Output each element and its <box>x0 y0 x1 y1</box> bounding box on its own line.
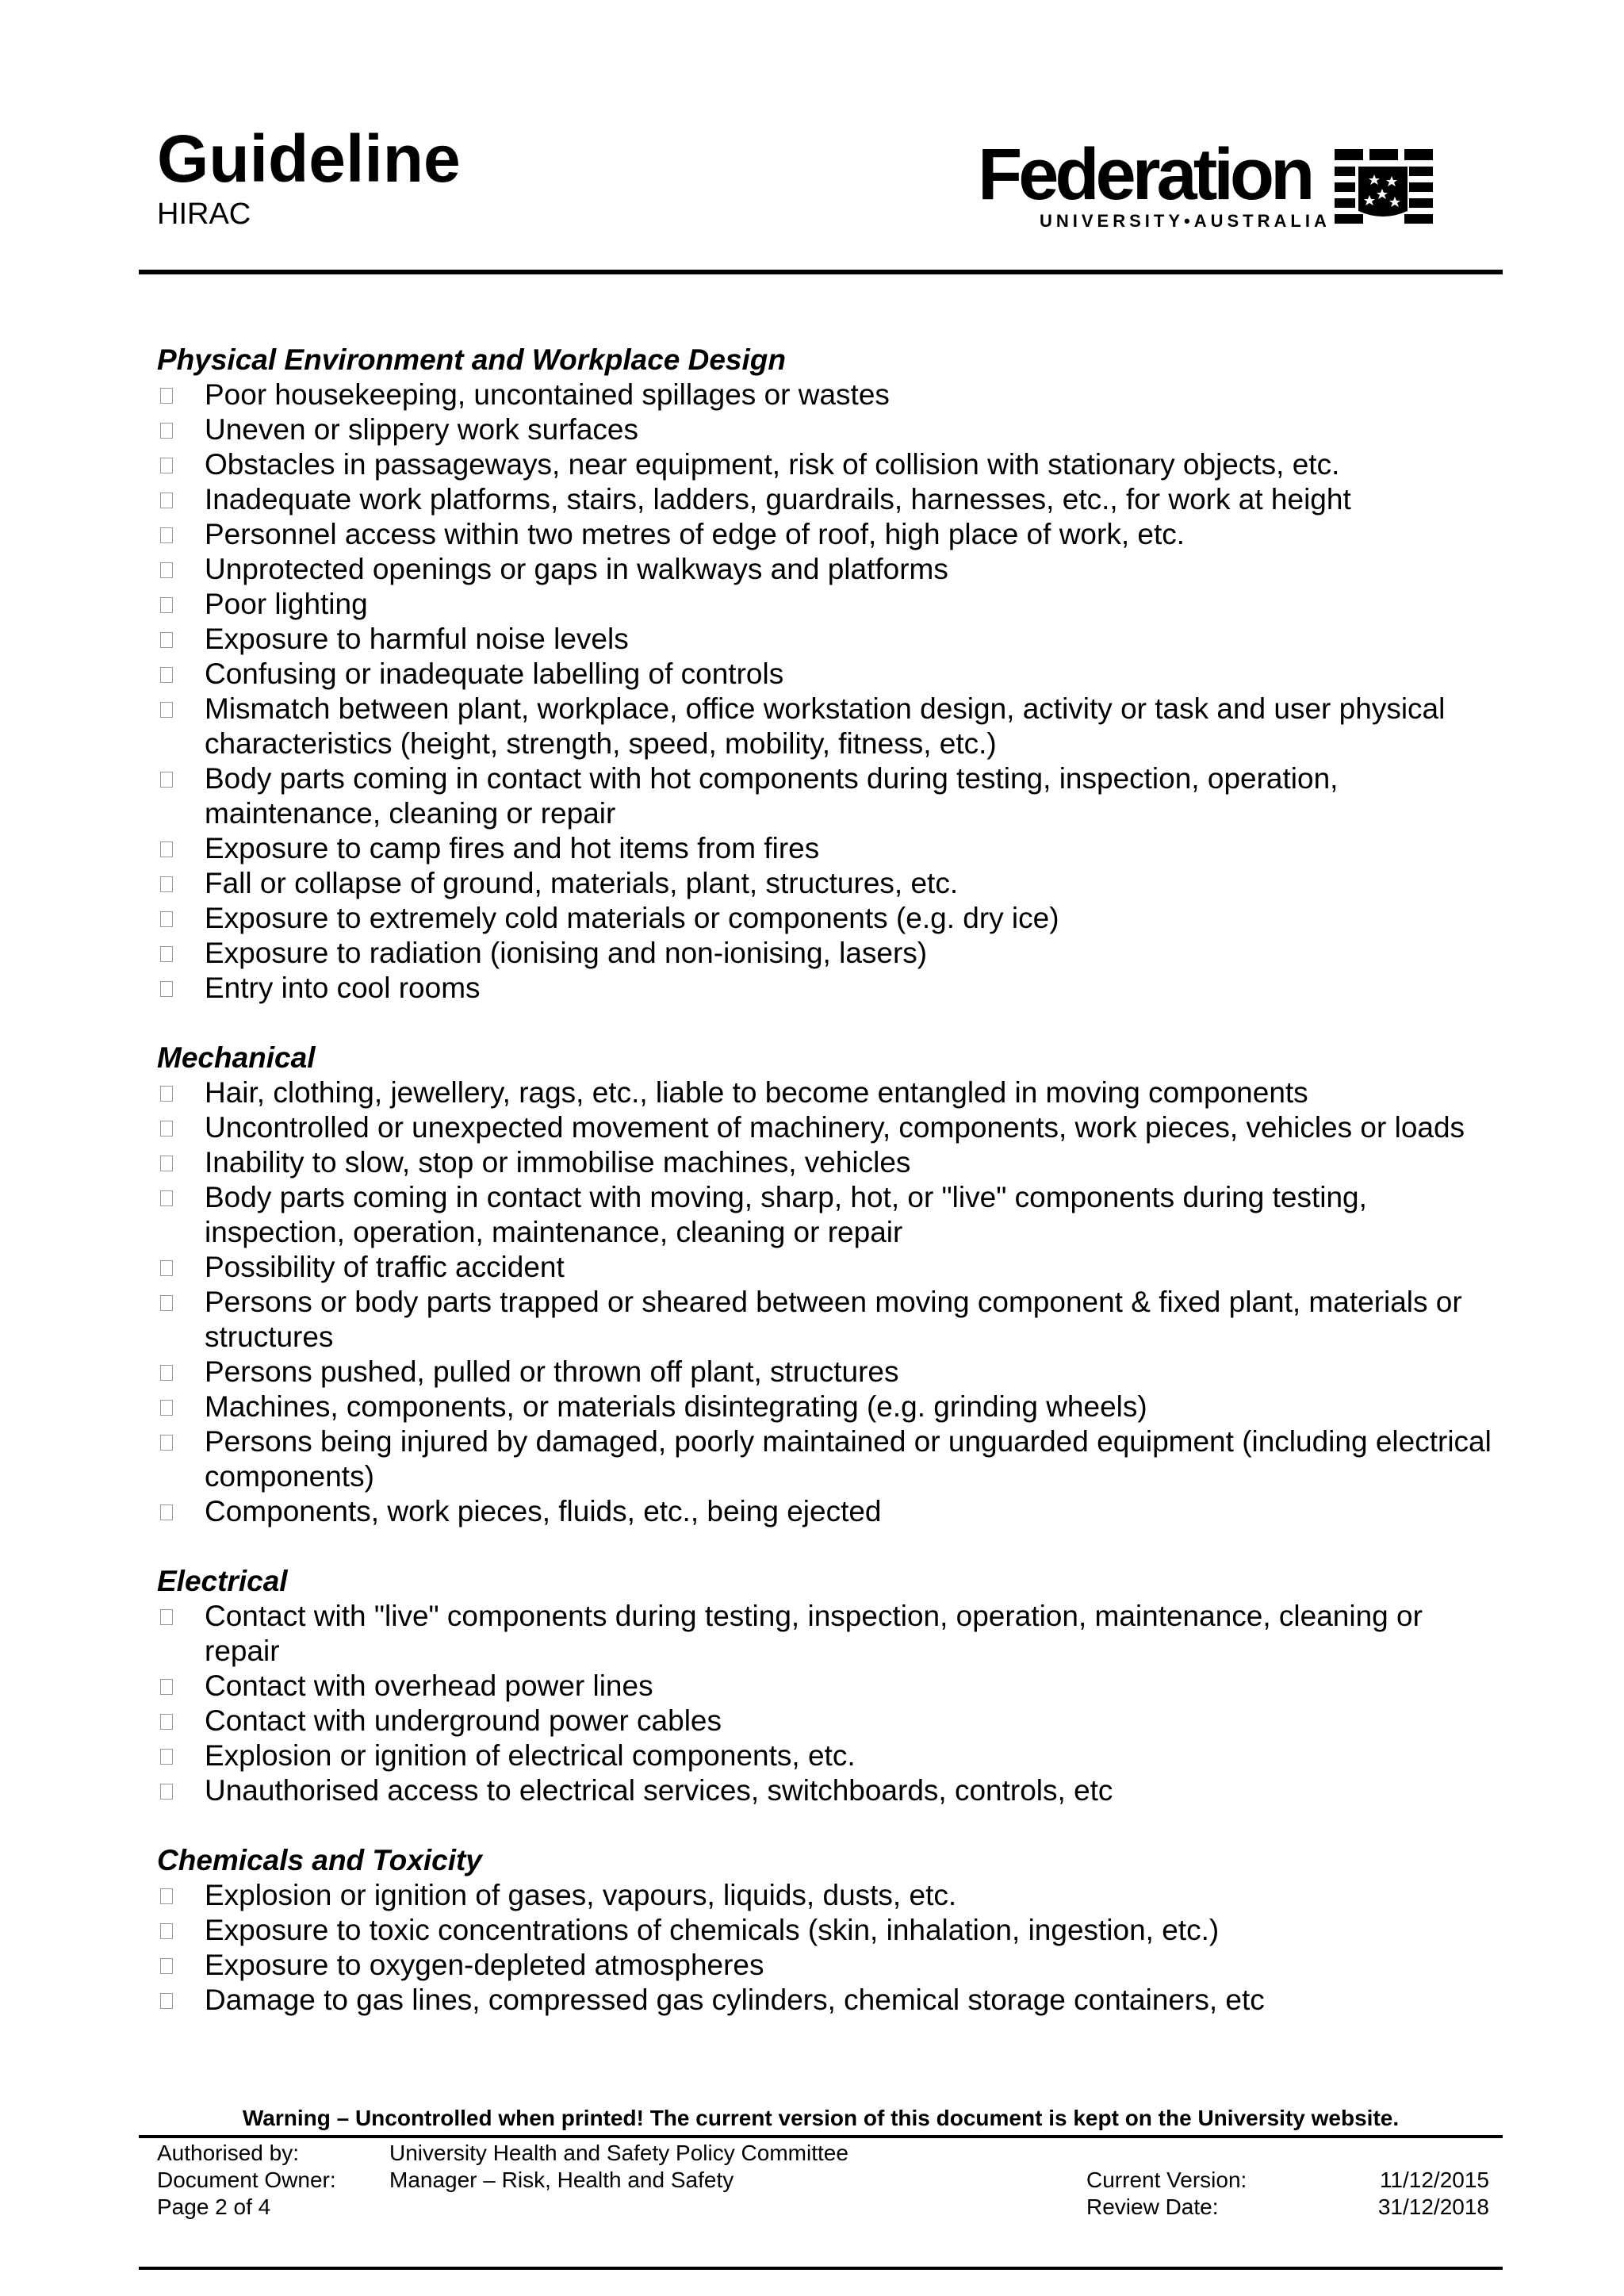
list-item-text: Confusing or inadequate labelling of controls <box>205 657 784 690</box>
checkbox-bullet-icon <box>160 1295 173 1311</box>
section-electrical <box>157 1564 1497 1808</box>
list-item-text: Mismatch between plant, workplace, office workstation design, activity or task and user physical characteristics (height, strength, speed, mobility, fitness, etc.) <box>205 692 1446 760</box>
section-chemicals-toxicity <box>157 1843 1497 2018</box>
hazard-list <box>157 378 1497 1006</box>
document-subtitle: HIRAC <box>157 197 251 231</box>
footer-row-page <box>157 2194 1489 2221</box>
list-item <box>157 1948 1497 1983</box>
checkbox-bullet-icon <box>160 458 173 473</box>
list-item <box>157 1180 1497 1250</box>
list-item <box>157 1738 1497 1773</box>
checkbox-bullet-icon <box>160 1504 173 1520</box>
section-physical-environment <box>157 343 1497 1006</box>
list-item-text: Exposure to extremely cold materials or components (e.g. dry ice) <box>205 902 1059 934</box>
list-item-text: Fall or collapse of ground, materials, plant, structures, etc. <box>205 867 959 899</box>
list-item <box>157 1494 1497 1529</box>
list-item-text: Exposure to radiation (ionising and non-ionising, lasers) <box>205 937 928 969</box>
review-date-label: Review Date: <box>1086 2194 1219 2219</box>
list-item-text: Poor housekeeping, uncontained spillages or wastes <box>205 378 890 411</box>
list-item-text: Possibility of traffic accident <box>205 1251 565 1283</box>
list-item-text: Contact with overhead power lines <box>205 1669 653 1702</box>
list-item <box>157 1878 1497 1913</box>
list-item <box>157 1285 1497 1355</box>
list-item <box>157 1250 1497 1285</box>
list-item-text: Body parts coming in contact with hot components during testing, inspection, operation, maintenance, cleaning or repair <box>205 762 1339 830</box>
hazard-list <box>157 1599 1497 1808</box>
list-item <box>157 1983 1497 2018</box>
page-header <box>157 119 1505 270</box>
list-item-text: Contact with underground power cables <box>205 1704 722 1737</box>
list-item <box>157 517 1497 552</box>
flag-icon <box>1335 149 1433 225</box>
current-version-label: Current Version: <box>1086 2168 1247 2192</box>
list-item <box>157 866 1497 901</box>
list-item-text: Body parts coming in contact with moving, sharp, hot, or "live" components during testing, inspection, operation, maintenance, cleaning or repair <box>205 1181 1367 1248</box>
checkbox-bullet-icon <box>160 772 173 788</box>
logo-wordmark: Federation <box>978 134 1312 215</box>
section-heading: Mechanical <box>157 1041 316 1074</box>
list-item <box>157 447 1497 482</box>
checkbox-bullet-icon <box>160 1714 173 1730</box>
list-item <box>157 936 1497 971</box>
checkbox-bullet-icon <box>160 1749 173 1765</box>
checkbox-bullet-icon <box>160 1365 173 1381</box>
list-item <box>157 587 1497 622</box>
list-item <box>157 761 1497 831</box>
list-item-text: Entry into cool rooms <box>205 972 481 1004</box>
list-item-text: Hair, clothing, jewellery, rags, etc., liable to become entangled in moving components <box>205 1076 1308 1109</box>
uncontrolled-copy-warning: Warning – Uncontrolled when printed! The current version of this document is kept on the University website. <box>242 2106 1400 2130</box>
checkbox-bullet-icon <box>160 388 173 404</box>
list-item-text: Inability to slow, stop or immobilise machines, vehicles <box>205 1146 911 1179</box>
list-item <box>157 482 1497 517</box>
document-title: Guideline <box>157 121 461 196</box>
checkbox-bullet-icon <box>160 1679 173 1695</box>
checkbox-bullet-icon <box>160 1086 173 1102</box>
header-divider <box>139 270 1503 274</box>
checkbox-bullet-icon <box>160 1923 173 1939</box>
review-date-value: 31/12/2018 <box>1377 2194 1489 2219</box>
federation-university-logo <box>978 135 1438 230</box>
list-item-text: Persons pushed, pulled or thrown off plant, structures <box>205 1355 899 1388</box>
list-item-text: Exposure to oxygen-depleted atmospheres <box>205 1949 764 1981</box>
checkbox-bullet-icon <box>160 423 173 439</box>
page-number: Page 2 of 4 <box>157 2194 271 2219</box>
list-item <box>157 901 1497 936</box>
footer-divider-top <box>139 2135 1503 2138</box>
list-item-text: Uncontrolled or unexpected movement of machinery, components, work pieces, vehicles or loads <box>205 1111 1465 1144</box>
list-item <box>157 622 1497 657</box>
section-heading: Electrical <box>157 1565 288 1597</box>
checkbox-bullet-icon <box>160 1609 173 1625</box>
hazard-list <box>157 1878 1497 2018</box>
checkbox-bullet-icon <box>160 876 173 892</box>
list-item-text: Persons being injured by damaged, poorly maintained or unguarded equipment (including electrical components) <box>205 1425 1492 1493</box>
checkbox-bullet-icon <box>160 1260 173 1276</box>
section-heading: Chemicals and Toxicity <box>157 1844 482 1876</box>
checkbox-bullet-icon <box>160 1400 173 1416</box>
checkbox-bullet-icon <box>160 946 173 962</box>
checkbox-bullet-icon <box>160 597 173 613</box>
checkbox-bullet-icon <box>160 562 173 578</box>
hazard-content <box>157 343 1497 2053</box>
list-item <box>157 1075 1497 1110</box>
hazard-list <box>157 1075 1497 1529</box>
list-item <box>157 1669 1497 1704</box>
checkbox-bullet-icon <box>160 1121 173 1137</box>
checkbox-bullet-icon <box>160 1888 173 1904</box>
footer-divider-bottom <box>139 2267 1503 2270</box>
list-item-text: Uneven or slippery work surfaces <box>205 413 638 446</box>
list-item <box>157 1389 1497 1424</box>
list-item <box>157 1913 1497 1948</box>
document-owner-label: Document Owner: <box>157 2168 336 2192</box>
list-item-text: Contact with "live" components during testing, inspection, operation, maintenance, cleaning or repair <box>205 1600 1423 1667</box>
checkbox-bullet-icon <box>160 527 173 543</box>
list-item-text: Unprotected openings or gaps in walkways and platforms <box>205 553 948 585</box>
list-item-text: Components, work pieces, fluids, etc., being ejected <box>205 1495 882 1527</box>
checkbox-bullet-icon <box>160 1784 173 1800</box>
checkbox-bullet-icon <box>160 1156 173 1171</box>
list-item <box>157 552 1497 587</box>
list-item <box>157 1704 1497 1738</box>
list-item-text: Personnel access within two metres of edge of roof, high place of work, etc. <box>205 518 1185 550</box>
checkbox-bullet-icon <box>160 493 173 508</box>
list-item <box>157 1110 1497 1145</box>
list-item <box>157 692 1497 761</box>
authorised-by-value: University Health and Safety Policy Committee <box>389 2141 848 2165</box>
checkbox-bullet-icon <box>160 841 173 857</box>
section-mechanical <box>157 1041 1497 1529</box>
document-control-footer <box>157 2140 1489 2221</box>
list-item-text: Exposure to toxic concentrations of chemicals (skin, inhalation, ingestion, etc.) <box>205 1914 1220 1946</box>
list-item <box>157 1145 1497 1180</box>
checkbox-bullet-icon <box>160 702 173 718</box>
footer-row-owner <box>157 2167 1489 2194</box>
list-item <box>157 1773 1497 1808</box>
list-item-text: Damage to gas lines, compressed gas cylinders, chemical storage containers, etc <box>205 1984 1265 2016</box>
list-item <box>157 657 1497 692</box>
list-item <box>157 831 1497 866</box>
list-item <box>157 1424 1497 1494</box>
list-item-text: Poor lighting <box>205 588 368 620</box>
authorised-by-label: Authorised by: <box>157 2141 299 2165</box>
list-item-text: Exposure to camp fires and hot items from fires <box>205 832 820 864</box>
logo-tagline: UNIVERSITY•AUSTRALIA <box>1040 211 1331 231</box>
list-item <box>157 412 1497 447</box>
checkbox-bullet-icon <box>160 1435 173 1451</box>
document-owner-value: Manager – Risk, Health and Safety <box>389 2168 734 2192</box>
section-heading: Physical Environment and Workplace Design <box>157 343 786 376</box>
list-item-text: Machines, components, or materials disintegrating (e.g. grinding wheels) <box>205 1390 1147 1423</box>
list-item <box>157 378 1497 412</box>
footer-row-authorised <box>157 2140 1489 2167</box>
checkbox-bullet-icon <box>160 911 173 927</box>
list-item-text: Explosion or ignition of gases, vapours, liquids, dusts, etc. <box>205 1879 957 1911</box>
list-item <box>157 1599 1497 1669</box>
list-item-text: Unauthorised access to electrical services, switchboards, controls, etc <box>205 1774 1113 1807</box>
list-item-text: Persons or body parts trapped or sheared between moving component & fixed plant, materials or structures <box>205 1286 1462 1353</box>
current-version-value: 11/12/2015 <box>1379 2168 1489 2192</box>
list-item <box>157 1355 1497 1389</box>
list-item-text: Exposure to harmful noise levels <box>205 623 629 655</box>
list-item-text: Explosion or ignition of electrical components, etc. <box>205 1739 856 1772</box>
checkbox-bullet-icon <box>160 667 173 683</box>
checkbox-bullet-icon <box>160 632 173 648</box>
list-item-text: Inadequate work platforms, stairs, ladders, guardrails, harnesses, etc., for work at height <box>205 483 1351 516</box>
list-item-text: Obstacles in passageways, near equipment, risk of collision with stationary objects, etc. <box>205 448 1340 481</box>
checkbox-bullet-icon <box>160 1190 173 1206</box>
list-item <box>157 971 1497 1006</box>
checkbox-bullet-icon <box>160 1993 173 2009</box>
checkbox-bullet-icon <box>160 981 173 997</box>
checkbox-bullet-icon <box>160 1958 173 1974</box>
